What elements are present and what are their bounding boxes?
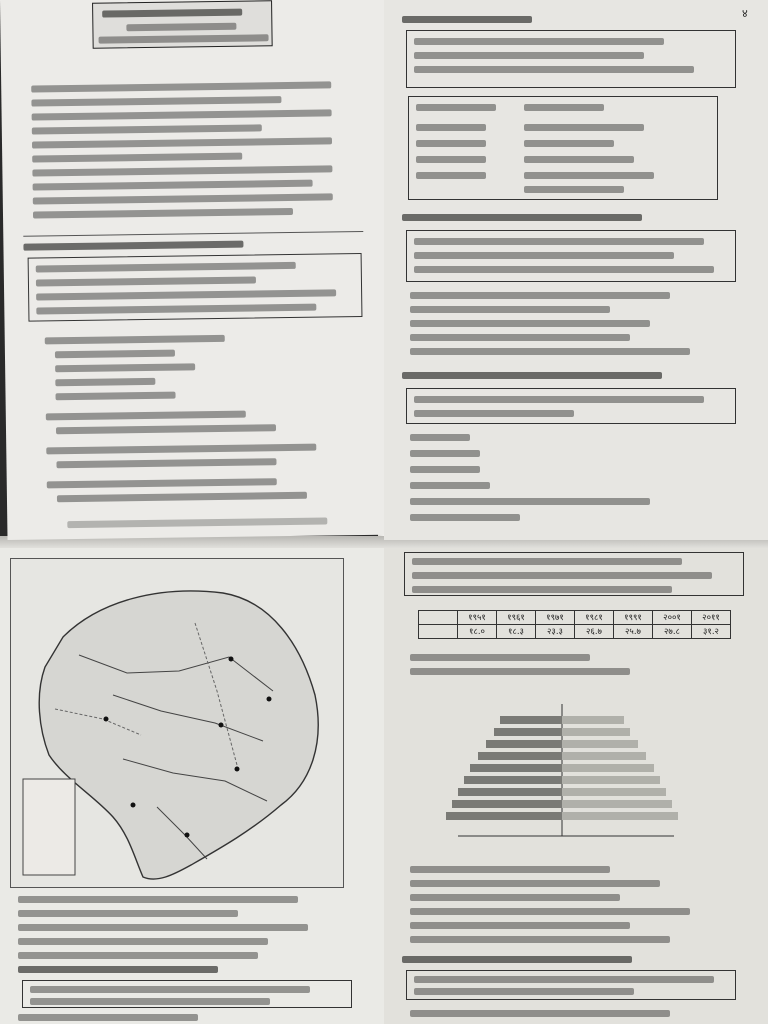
- question-line: [18, 924, 308, 931]
- list-item: [410, 450, 480, 457]
- note-line: [412, 572, 712, 579]
- question-heading: [402, 372, 662, 379]
- match-table: [408, 96, 718, 200]
- answer-option: [55, 392, 175, 401]
- table-header: [524, 104, 604, 111]
- table-year: २००१: [653, 611, 692, 625]
- question-line: [410, 922, 630, 929]
- question-line: [410, 866, 610, 873]
- note-line: [414, 988, 634, 995]
- note-line: [414, 266, 714, 273]
- question-line: [46, 444, 316, 455]
- population-table: [418, 610, 731, 639]
- question-heading: [18, 966, 218, 973]
- note-line: [414, 38, 664, 45]
- instruction-line: [33, 208, 293, 219]
- question-line: [410, 1010, 670, 1017]
- table-cell: [416, 140, 486, 147]
- question-line: [410, 908, 690, 915]
- note-line: [30, 998, 270, 1005]
- question-line: [18, 938, 268, 945]
- answer-option: [55, 350, 175, 359]
- table-cell: [524, 186, 624, 193]
- table-value: १८.०: [458, 625, 497, 639]
- question-line: [47, 478, 277, 488]
- note-line: [414, 238, 704, 245]
- table-value: २७.८: [653, 625, 692, 639]
- table-year: २०११: [692, 611, 731, 625]
- list-item: [410, 466, 480, 473]
- question-line: [18, 952, 258, 959]
- page-bottom-left: [0, 548, 384, 1024]
- note-line: [414, 252, 674, 259]
- instruction-line: [32, 153, 242, 163]
- question-heading: [402, 16, 532, 23]
- list-item: [410, 514, 520, 521]
- instruction-line: [33, 193, 333, 204]
- page-bottom-right: [384, 548, 768, 1024]
- brazil-map: [10, 558, 344, 888]
- page-top-left: [0, 0, 392, 540]
- table-year: १९५१: [458, 611, 497, 625]
- table-cell: [524, 156, 634, 163]
- separator: [23, 231, 363, 237]
- table-header: [416, 104, 496, 111]
- table-value: २५.७: [614, 625, 653, 639]
- table-value: २६.७: [575, 625, 614, 639]
- instruction-line: [31, 96, 281, 106]
- table-cell: [524, 172, 654, 179]
- table-cell: [416, 172, 486, 179]
- question-line: [410, 348, 690, 355]
- question-line: [410, 894, 620, 901]
- answer-option: [55, 378, 155, 386]
- answer-option: [56, 424, 276, 434]
- table-year: १९६१: [497, 611, 536, 625]
- table-cell: [416, 124, 486, 131]
- question-line: [410, 292, 670, 299]
- instruction-line: [32, 109, 332, 120]
- population-pyramid: [428, 696, 696, 846]
- note-line: [414, 410, 574, 417]
- table-value: १८.३: [497, 625, 536, 639]
- answer-option: [56, 458, 276, 468]
- question-line: [410, 654, 590, 661]
- question-line: [410, 936, 670, 943]
- question-line: [410, 668, 630, 675]
- table-cell: [524, 124, 644, 131]
- question-line: [45, 335, 225, 345]
- question-line: [410, 334, 630, 341]
- note-line: [414, 976, 714, 983]
- list-item: [410, 434, 470, 441]
- table-label: [419, 611, 458, 625]
- answer-option: [55, 363, 195, 372]
- instruction-line: [32, 137, 332, 148]
- question-line: [410, 306, 610, 313]
- page-number: ४: [742, 7, 748, 20]
- question-heading: [23, 241, 243, 251]
- note-box: [406, 388, 736, 424]
- question-line: [410, 320, 650, 327]
- note-line: [412, 558, 682, 565]
- list-item: [410, 482, 490, 489]
- question-line: [18, 910, 238, 917]
- table-value: २३.३: [536, 625, 575, 639]
- table-value: ३१.२: [692, 625, 731, 639]
- list-item: [410, 498, 650, 505]
- instruction-line: [32, 165, 332, 176]
- footer-line: [67, 517, 327, 528]
- table-cell: [416, 156, 486, 163]
- answer-option: [57, 492, 307, 502]
- note-line: [412, 586, 672, 593]
- question-heading: [402, 214, 642, 221]
- instruction-line: [32, 124, 262, 134]
- instruction-line: [33, 180, 313, 191]
- note-box: [406, 970, 736, 1000]
- table-label: [419, 625, 458, 639]
- table-year: १९९१: [614, 611, 653, 625]
- note-line: [30, 986, 310, 993]
- note-line: [414, 66, 694, 73]
- page-top-right: [384, 0, 768, 540]
- question-line: [410, 880, 660, 887]
- question-line: [18, 1014, 198, 1021]
- table-cell: [524, 140, 614, 147]
- question-line: [46, 411, 246, 421]
- instruction-line: [31, 81, 331, 92]
- question-line: [18, 896, 298, 903]
- question-heading: [402, 956, 632, 963]
- table-year: १९८१: [575, 611, 614, 625]
- note-line: [414, 396, 704, 403]
- note-line: [414, 52, 644, 59]
- table-year: १९७१: [536, 611, 575, 625]
